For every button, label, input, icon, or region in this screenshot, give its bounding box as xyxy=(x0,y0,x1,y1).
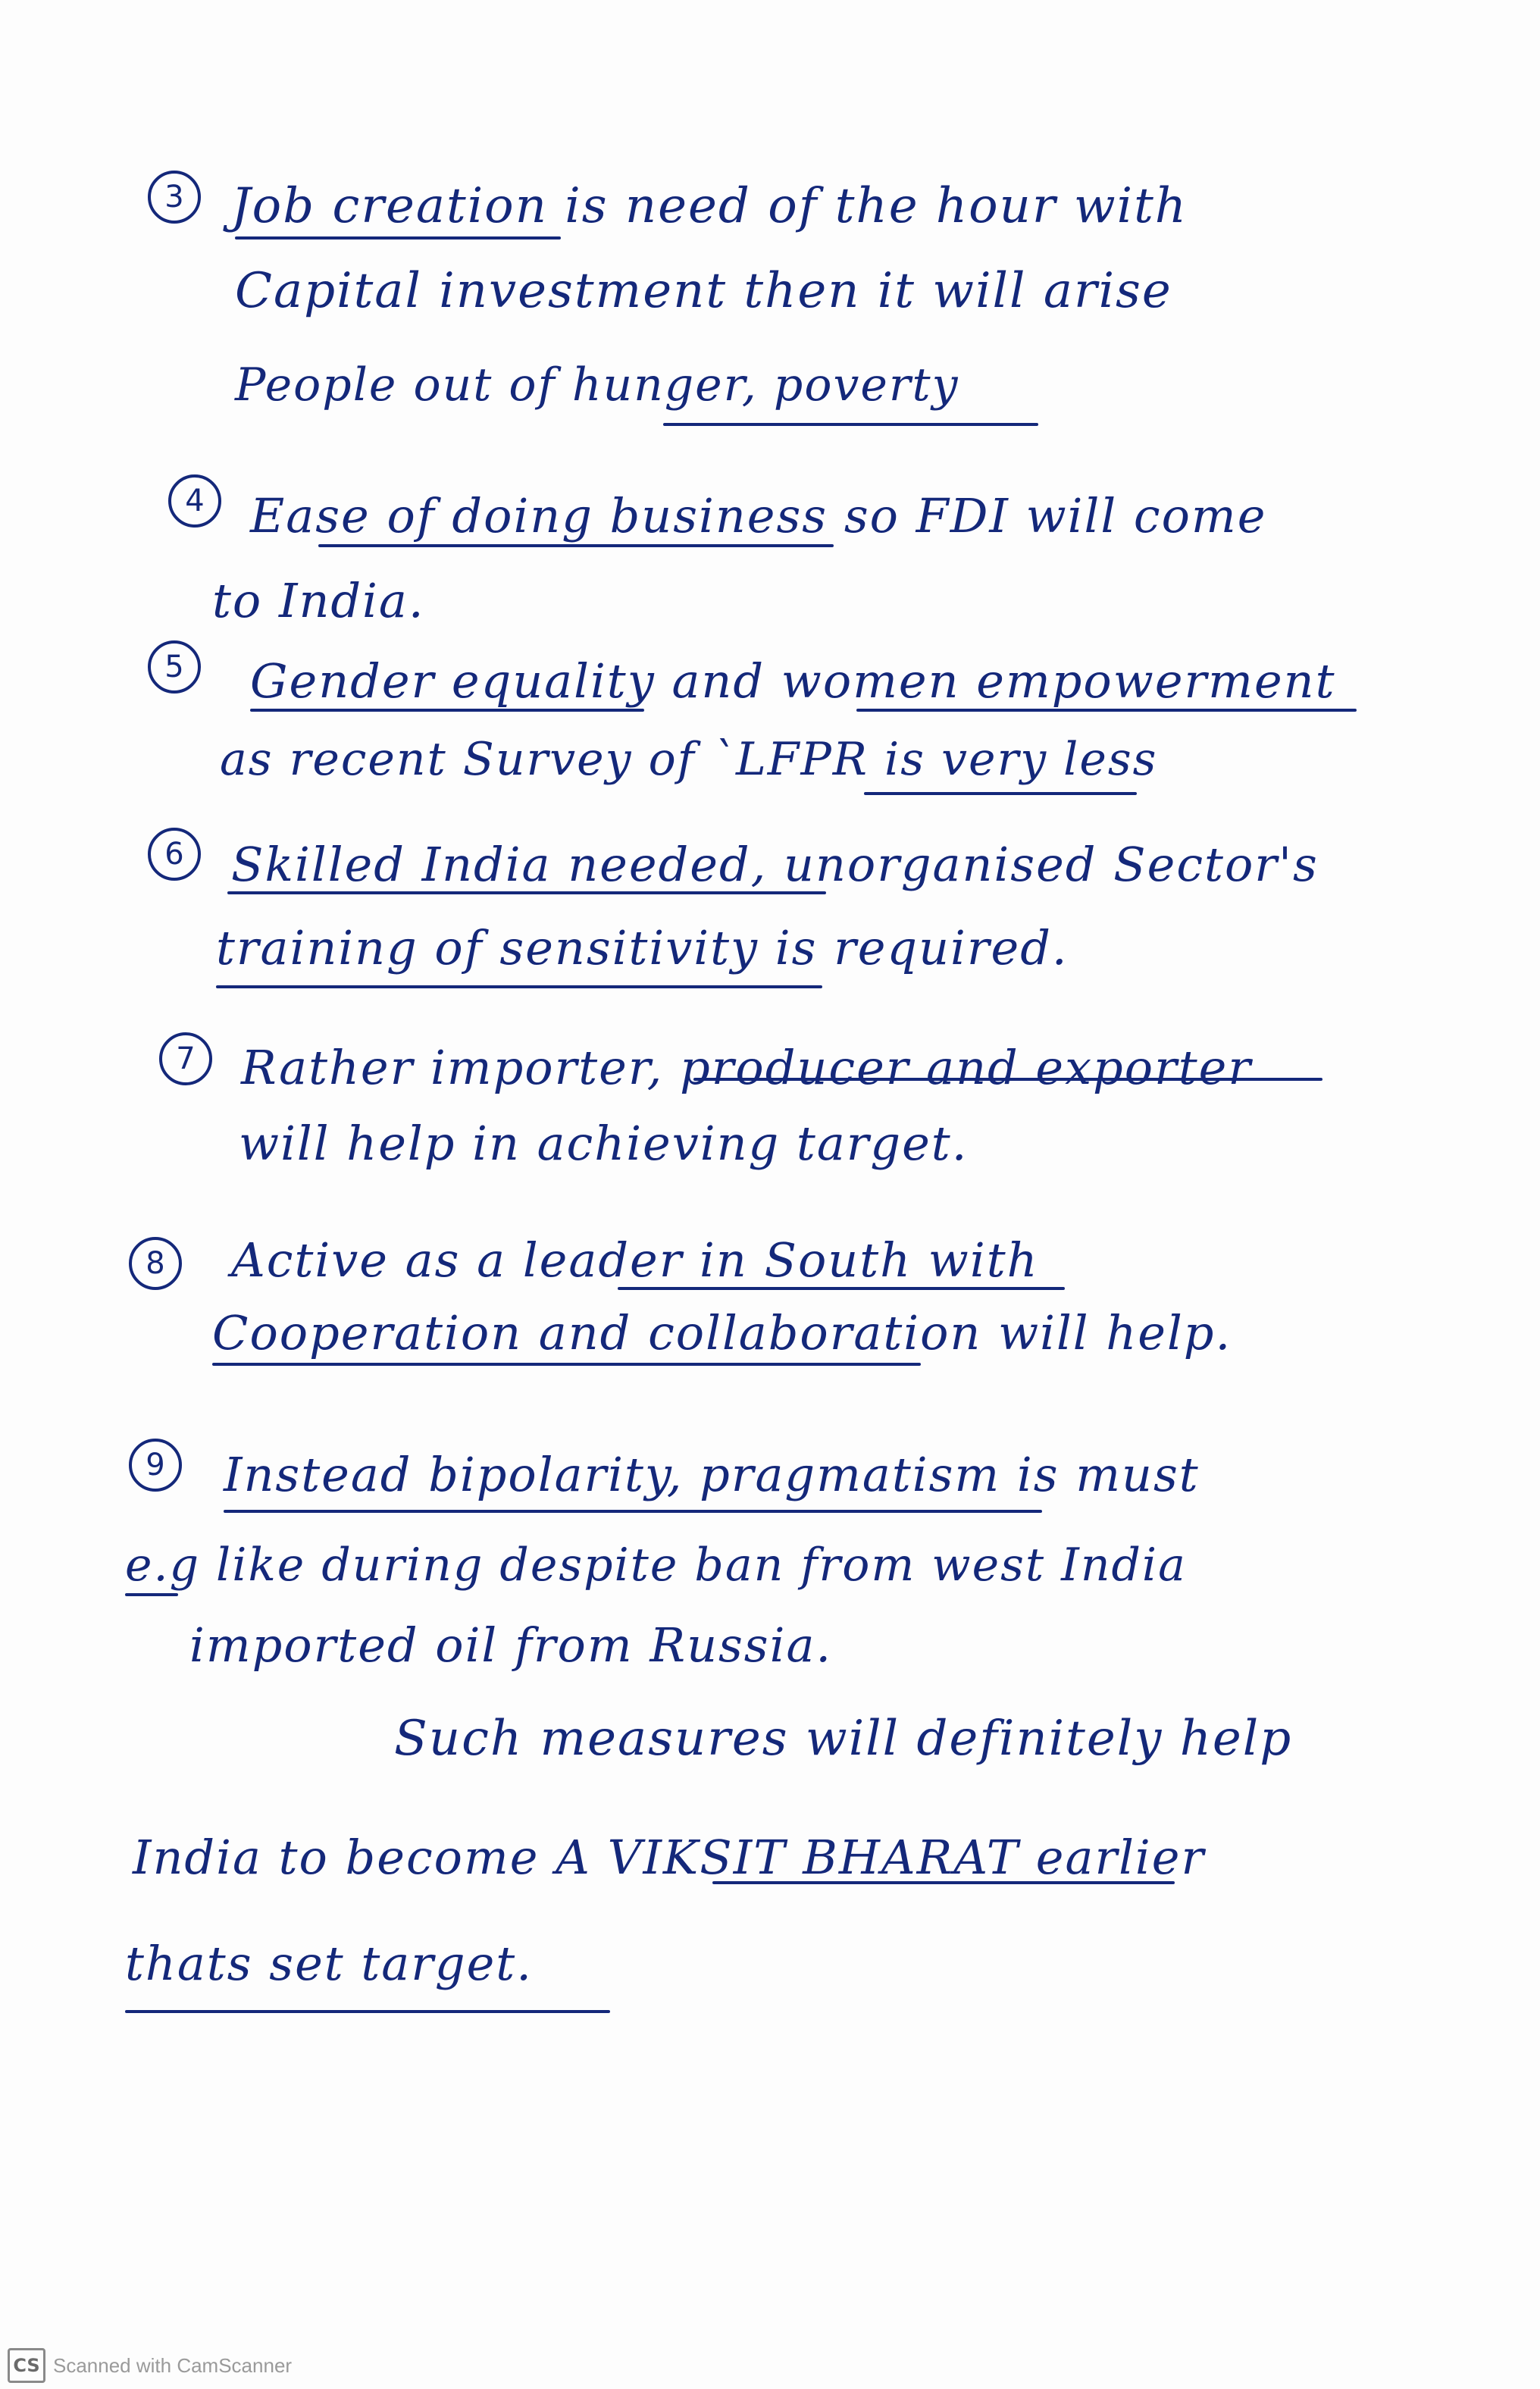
underline xyxy=(224,1510,1042,1513)
point-5-line-1: Gender equality and women empowerment xyxy=(250,653,1336,709)
point-8-line-1: Active as a leader in South with xyxy=(231,1232,1039,1288)
underline xyxy=(227,891,826,894)
point-7-line-2: will help in achieving target. xyxy=(239,1116,969,1171)
watermark-text: Scanned with CamScanner xyxy=(53,2353,293,2377)
conclusion-line-1: Such measures will definitely help xyxy=(394,1711,1293,1767)
point-number-3: 3 xyxy=(148,171,201,224)
underline xyxy=(712,1881,1175,1884)
point-9-line-1: Instead bipolarity, pragmatism is must xyxy=(224,1447,1200,1502)
point-number-9: 9 xyxy=(129,1439,182,1492)
underline xyxy=(318,544,834,547)
conclusion-line-2: India to become A VIKSIT BHARAT earlier xyxy=(133,1830,1206,1885)
underline xyxy=(663,423,1038,426)
point-3-line-1: Job creation is need of the hour with xyxy=(231,178,1188,234)
point-number-7: 7 xyxy=(159,1032,212,1085)
conclusion-line-3: thats set target. xyxy=(125,1936,533,1991)
scanner-watermark xyxy=(8,2348,292,2383)
point-7-line-1: Rather importer, producer and exporter xyxy=(241,1040,1252,1095)
underline xyxy=(216,985,822,988)
point-4-line-1: Ease of doing business so FDI will come xyxy=(250,488,1267,543)
point-9-line-3: imported oil from Russia. xyxy=(189,1617,833,1673)
point-3-line-2: Capital investment then it will arise xyxy=(235,263,1172,319)
point-number-6: 6 xyxy=(148,828,201,881)
underline xyxy=(125,2010,610,2013)
underline xyxy=(212,1363,921,1366)
point-number-4: 4 xyxy=(168,474,221,528)
point-4-line-2: to India. xyxy=(212,573,425,628)
underline xyxy=(864,792,1137,795)
underline xyxy=(693,1078,1322,1081)
point-5-line-2: as recent Survey of `LFPR is very less xyxy=(220,733,1158,786)
point-number-5: 5 xyxy=(148,640,201,694)
point-6-line-1: Skilled India needed, unorganised Sector's xyxy=(231,837,1319,892)
point-8-line-2: Cooperation and collaboration will help. xyxy=(212,1305,1232,1360)
point-number-8: 8 xyxy=(129,1237,182,1290)
underline xyxy=(618,1287,1065,1290)
point-3-line-3: People out of hunger, poverty xyxy=(235,359,959,412)
underline xyxy=(235,236,561,240)
underline xyxy=(125,1593,178,1596)
point-6-line-2: training of sensitivity is required. xyxy=(216,920,1069,975)
underline xyxy=(250,709,644,712)
camscanner-logo-icon: CS xyxy=(8,2348,45,2383)
point-9-line-2: e.g like during despite ban from west India xyxy=(125,1539,1187,1592)
underline xyxy=(856,709,1357,712)
